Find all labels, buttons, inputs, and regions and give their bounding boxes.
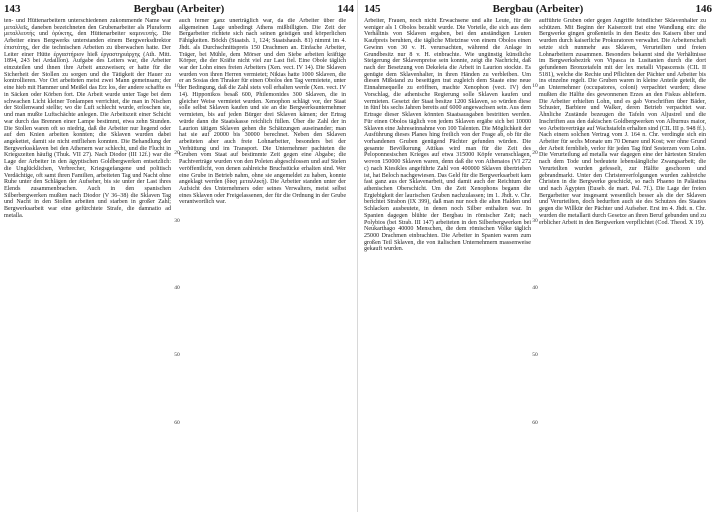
line-number: 10 [174, 83, 180, 89]
column-text: aufführte Gruben oder gegen Angriffe feindlicher Sklavenhalter zu schützen. Mit Beginn der Kaiserzeit trat eine Wandlung ein: die Bergwerke gingen großenteils in den Besitz des Kaisers über und wurden durch kaiserliche Prokuratoren verwaltet. Die Arbeiterschaft setzte sich nunmehr aus Sklaven, Verurteilten und freien Lohnarbeitern zusammen. Besonders bekannt sind die Verhältnisse im Bergwerksbezirk von Vipasca in Lusitanien durch die dort gefundenen Bronzetafeln mit der lex metalli Vipascensis (CIL II 5181), welche die Rechte und Pflichten der Pächter und Arbeiter bis ins einzelne regelt. Die Gruben waren in kleine Anteile geteilt, die an Unternehmer (occupatores, coloni) verpachtet wurden; diese mußten die Hälfte des gewonnenen Erzes an den Fiskus abliefern. Die Arbeiter erhielten Lohn, und es gab Vorschriften über Bäder, Schuster, Barbiere und Walker, deren Betrieb verpachtet war. Ähnliche Zustände bezeugen die Tafeln von Aljustrel und die Inschriften aus den dakischen Goldbergwerken von Alburnus maior, wo Arbeitsverträge auf Wachstafeln erhalten sind (CIL III p. 948 ff.). Nach einem solchen Vertrag vom J. 164 n. Chr. verdingte sich ein Arbeiter für sechs Monate um 70 Denare und Kost; wer ohne Grund der Arbeit fernblieb, verlor für jeden Tag fünf Sesterzen vom Lohn. Die Verurteilung ad metalla war dagegen eine der härtesten Strafen nach dem Tode und bedeutete lebenslängliche Zwangsarbeit; die Verurteilten wurden gefesselt, zur Hälfte geschoren und gebrandmarkt. Unter den Christenverfolgungen wurden zahlreiche Christen in die Bergwerke geschickt, so nach Phaeno in Palästina und nach Ägypten (Euseb. de mart. Pal. 7f.). Die Lage der freien Bergarbeiter war insgesamt wesentlich besser als die der Sklaven und Verurteilten, doch bedurften auch sie des Schutzes des Staates gegen die Willkür der Pächter und Aufseher. Erst im 4. Jhdt. n. Chr. wurden die metallarii durch Gesetze an ihren Beruf gebunden und zu erblicher Arbeit in den Bergwerken verpflichtet (Cod. Theod. X 19). [539, 18, 706, 226]
text-column-3 [364, 18, 531, 510]
column-text: Arbeiter, Frauen, noch nicht Erwachsene und alte Leute, für die weniger als 1 Obolos bezahlt wurde. Die Vorteile, die sich aus dem Verhältnis von Sklaven ergaben, bei den anständigen Leuten Kaufpreis beruhten, die tägliche Mietzinse von einem Obolos einen Gewinn von 30 v. H. verursachten, während die Anlage in Grundbesitz nur 8 v. H. einbrachte. Wie ungünstig künstliche Steigerung der Sklavenpreise sein konnte, zeigt die Nachricht, daß nach der Besetzung von Dekeleia die Arbeit in Laurion stockte. Es genügte dem Sklavenhalter, in ihren Händen zu verbleiben. Um diesen Mißstand zu beseitigen trat zugleich dem Staate eine neue Einnahmequelle zu eröffnen, machte Xenophon (vect. IV) den Vorschlag, die athenische Regierung solle Sklaven kaufen und vermieten. Gesetzt der Staat besitze 1200 Sklaven, so würden diese in fünf bis sechs Jahren bereits auf 6000 angewachsen sein. Aus dem Ertrage dieser Sklaven könnten Staatsausgaben bestritten werden. Für einen Obolos täglich von jedem Sklaven ergäbe sich bei 10000 Sklaven eine Jahreseinnahme von 100 Talenten. Die Möglichkeit der Ausführung dieses Planes hing freilich von der Frage ab, ob für die vorhandenen Gruben genügend Pächter gefunden würden. Die gesamte Bevölkerung Attikas wird man für die Zeit des Peloponnesischen Krieges auf etwa 315000 Köpfe veranschlagen, wovon 150000 Sklaven waren, denn daß die von Athenaios (VI 272 c) nach Ktesikles angeführte Zahl von 400000 Sklaven übertrieben ist, hat Beloch nachgewiesen. Das Geld für die Bergwerksarbeit kam fast ganz aus der Sklavenarbeit, und damit auch der Reichtum der athenischen Oberschicht. Um die Zeit Xenophons begann die Ergiebigkeit der laurischen Gruben nachzulassen; im 1. Jhdt. v. Chr. berichtet Strabon (IX 399), daß man nur noch die alten Halden und Schlacken ausbeutete, in denen noch Silber enthalten war. In Spanien dagegen blühte der Bergbau in römischer Zeit; nach Polybios (bei Strab. III 147) arbeiteten in den Silberbergwerken bei Neukarthago 40000 Menschen, die dem römischen Volke täglich 25000 Drachmen einbrachten. Die Arbeiter in Spanien waren zum großen Teil Sklaven, die von italischen Unternehmern massenweise gekauft wurden. [364, 18, 531, 253]
line-number: 50 [532, 352, 538, 358]
page-number-right-inner: 145 [364, 3, 381, 15]
text-column-1 [4, 18, 171, 510]
line-number: 20 [532, 150, 538, 156]
column-text: ten- und Hüttenarbeitern unterschiedenen zukommende Name war μεταλλεῖς, daneben bezeichneten den Grubenarbeiter als Pluraform μεταλλευτής und ὀρύκτης, den Hüttenarbeiter καμινευτής. Die Arbeiter eines Bergwerks unterstanden einem Bergwerksdirektor ἐπιστάτης, der die technischen Arbeiten zu überwachen hatte. Der Leiter einer Hütte ἐργαστήριον hieß ἐργαστηριάρχης (Ath. Mitt. 1894, 243 bei Ardaillon). Aufgabe des Leiters war, die Arbeiter einzuteilen und ihnen ihre Arbeit anzuweisen; er hatte für die Sicherheit der Stollen zu sorgen und die Tätigkeit der Hauer zu kontrollieren. Vor Ort arbeiteten meist zwei Mann gemeinsam; der eine hieb mit Hammer und Meißel das Erz los, der andere schaffte es in Säcken oder Körben fort. Die Arbeit wurde unter Tage bei dem schwachen Licht kleiner Tonlampen verrichtet, die man in Nischen der Stollenwand stellte; wo die Luft schlecht wurde, erloschen sie, und man mußte Luftschächte anlegen. Die Arbeitszeit einer Schicht war durch das Brennen einer Lampe bestimmt, etwa zehn Stunden. Die Stollen waren oft so niedrig, daß die Arbeiter nur liegend oder auf den Knien arbeiten konnten; die Sklaven wurden dabei angekettet, damit sie nicht entfliehen konnten. Die Behandlung der Bergwerkssklaven bei den Athenern war schlecht, und die Flucht in Kriegszeiten häufig (Thuk. VII 27). Nach Diodor (III 12f.) war die Lage der Arbeiter in den ägyptischen Goldbergwerken entsetzlich: die Unglücklichen, Verbrecher, Kriegsgefangene und politisch Verdächtige, oft samt ihren Familien, arbeiteten Tag und Nacht ohne Ruhe unter den Schlägen der Aufseher, bis sie unter der Last ihres Elends zusammenbrachen. Auch in den spanischen Silberbergwerken mußten nach Diodor (V 36–38) die Sklaven Tag und Nacht in den Stollen arbeiten und starben in großer Zahl; Bergwerksarbeit war eine gefürchtete Strafe, die damnatio ad metalla. [4, 18, 171, 219]
line-number: 40 [174, 285, 180, 291]
running-head-right: Bergbau (Arbeiter) [492, 3, 584, 15]
line-number: 30 [532, 218, 538, 224]
running-head-left: Bergbau (Arbeiter) [133, 3, 225, 15]
page-number-right-outer: 146 [695, 3, 712, 15]
right-page-header [360, 2, 716, 16]
line-number: 20 [174, 150, 180, 156]
page-number-left-inner: 144 [337, 3, 354, 15]
column-text: auch ferner ganz unerträglich war, da die Arbeiter über die allgemeinen Lage unbedingt Athens mißbilligten. Die Zeit der Bergarbeiter richtete sich nach seinen geistigen und körperlichen Fähigkeiten. Böckh (Staatsh. 1, 124; Staatshaush. 81) nimmt im 4. Jhdt. als Durchschnittspreis 150 Drachmen an. Einfache Arbeiter, Träger, bei Mühle, dem Mörser und den Siebe arbeiten kräftige Körper, die der Kräfte nicht viel zur Last fiel. Eine Obole täglich war der Lohn eines freien Arbeiters (Xen. vect. IV 14). Die Sklaven wurden von ihren Herren vermietet; Nikias hatte 1000 Sklaven, die er an Sosias den Thraker für einen Obolos den Tag vermietete, unter der Bedingung, daß die Zahl stets voll erhalten werde (Xen. vect. IV 14). Hipponikos besaß 600, Philemonides 300 Sklaven, die in gleicher Weise vermietet wurden. Xenophon schlägt vor, der Staat solle selbst Sklaven kaufen und sie an die Bergwerksunternehmer vermieten, bis auf jeden Bürger drei Sklaven kämen; der Ertrag würde dann die Staatskasse reichlich füllen. Über die Zahl der in Laurion tätigen Sklaven gehen die Schätzungen auseinander; man hat sie auf 20000 bis 30000 berechnet. Neben den Sklaven arbeiteten aber auch freie Lohnarbeiter, besonders bei der Verhüttung und im Transport. Die Unternehmer pachteten die Gruben vom Staat auf bestimmte Zeit gegen eine Abgabe; die Pachtverträge wurden von den Poleten abgeschlossen und auf Stelen veröffentlicht, von denen zahlreiche Bruchstücke erhalten sind. Wer eine Grube in Betrieb nahm, ohne sie angemeldet zu haben, konnte angeklagt werden (δίκη μεταλλική). Die Arbeiter standen unter der Aufsicht des Unternehmers oder seines Verwalters, meist selbst eines Sklaven oder Freigelassenen, der für die Ordnung in der Grube verantwortlich war. [179, 18, 346, 206]
line-number: 10 [532, 83, 538, 89]
page-number-left-outer: 143 [4, 3, 21, 15]
left-page-header [0, 2, 358, 16]
right-page [360, 0, 716, 512]
line-number: 50 [174, 352, 180, 358]
line-number: 40 [532, 285, 538, 291]
line-number: 60 [174, 420, 180, 426]
text-column-4 [539, 18, 706, 510]
line-number: 60 [532, 420, 538, 426]
line-number: 30 [174, 218, 180, 224]
text-column-2 [179, 18, 346, 510]
